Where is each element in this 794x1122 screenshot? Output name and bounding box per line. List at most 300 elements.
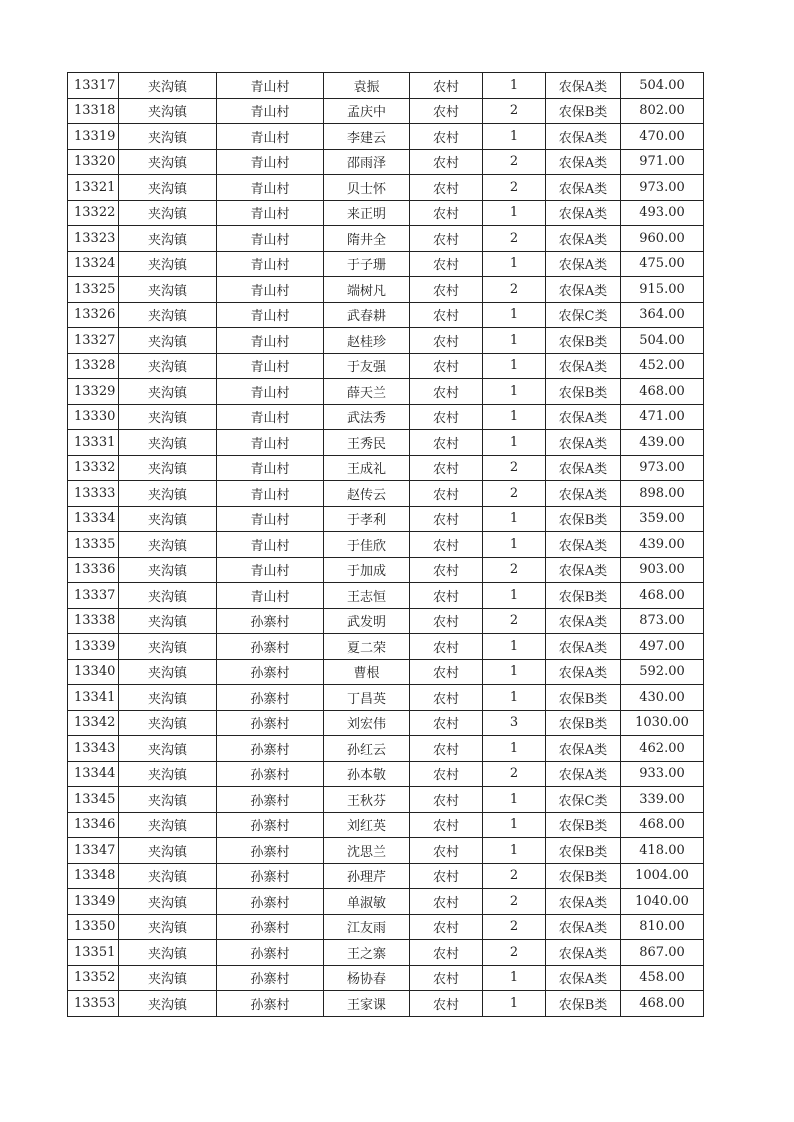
table-row xyxy=(68,353,704,379)
cell-town: 夹沟镇 xyxy=(119,404,217,430)
cell-amount: 933.00 xyxy=(621,761,704,787)
cell-record-id: 13343 xyxy=(68,736,119,762)
cell-member-count: 1 xyxy=(483,328,546,354)
cell-village: 孙寨村 xyxy=(217,634,324,660)
cell-amount: 802.00 xyxy=(621,98,704,124)
cell-name: 曹根 xyxy=(324,659,410,685)
cell-amount: 475.00 xyxy=(621,251,704,277)
cell-amount: 430.00 xyxy=(621,685,704,711)
cell-member-count: 2 xyxy=(483,175,546,201)
cell-household-type: 农村 xyxy=(410,863,483,889)
cell-record-id: 13344 xyxy=(68,761,119,787)
cell-amount: 439.00 xyxy=(621,430,704,456)
cell-village: 青山村 xyxy=(217,200,324,226)
cell-member-count: 1 xyxy=(483,353,546,379)
cell-village: 青山村 xyxy=(217,328,324,354)
cell-record-id: 13346 xyxy=(68,812,119,838)
cell-member-count: 2 xyxy=(483,149,546,175)
cell-member-count: 2 xyxy=(483,98,546,124)
cell-name: 武春耕 xyxy=(324,302,410,328)
cell-record-id: 13328 xyxy=(68,353,119,379)
cell-household-type: 农村 xyxy=(410,532,483,558)
cell-insurance-category: 农保A类 xyxy=(546,200,621,226)
table-row xyxy=(68,940,704,966)
cell-village: 孙寨村 xyxy=(217,863,324,889)
cell-household-type: 农村 xyxy=(410,73,483,99)
table-body xyxy=(68,73,704,1017)
cell-member-count: 1 xyxy=(483,659,546,685)
table-row xyxy=(68,302,704,328)
cell-village: 青山村 xyxy=(217,404,324,430)
cell-insurance-category: 农保C类 xyxy=(546,302,621,328)
cell-member-count: 1 xyxy=(483,404,546,430)
cell-member-count: 2 xyxy=(483,455,546,481)
cell-village: 青山村 xyxy=(217,73,324,99)
cell-insurance-category: 农保B类 xyxy=(546,328,621,354)
cell-insurance-category: 农保A类 xyxy=(546,175,621,201)
table-row xyxy=(68,659,704,685)
cell-town: 夹沟镇 xyxy=(119,863,217,889)
cell-village: 青山村 xyxy=(217,277,324,303)
cell-household-type: 农村 xyxy=(410,506,483,532)
cell-amount: 1004.00 xyxy=(621,863,704,889)
cell-member-count: 2 xyxy=(483,557,546,583)
cell-record-id: 13324 xyxy=(68,251,119,277)
cell-town: 夹沟镇 xyxy=(119,73,217,99)
cell-name: 武法秀 xyxy=(324,404,410,430)
cell-member-count: 1 xyxy=(483,965,546,991)
cell-insurance-category: 农保B类 xyxy=(546,991,621,1017)
cell-village: 青山村 xyxy=(217,532,324,558)
cell-record-id: 13345 xyxy=(68,787,119,813)
cell-amount: 468.00 xyxy=(621,379,704,405)
cell-record-id: 13321 xyxy=(68,175,119,201)
cell-village: 青山村 xyxy=(217,455,324,481)
cell-name: 邵雨泽 xyxy=(324,149,410,175)
cell-record-id: 13323 xyxy=(68,226,119,252)
cell-member-count: 1 xyxy=(483,379,546,405)
cell-name: 王之寨 xyxy=(324,940,410,966)
cell-amount: 470.00 xyxy=(621,124,704,150)
cell-insurance-category: 农保A类 xyxy=(546,557,621,583)
cell-amount: 973.00 xyxy=(621,455,704,481)
cell-village: 青山村 xyxy=(217,149,324,175)
table-row xyxy=(68,608,704,634)
table-row xyxy=(68,557,704,583)
cell-amount: 471.00 xyxy=(621,404,704,430)
cell-household-type: 农村 xyxy=(410,634,483,660)
cell-town: 夹沟镇 xyxy=(119,506,217,532)
cell-village: 孙寨村 xyxy=(217,965,324,991)
cell-household-type: 农村 xyxy=(410,838,483,864)
cell-amount: 960.00 xyxy=(621,226,704,252)
cell-record-id: 13326 xyxy=(68,302,119,328)
cell-name: 隋井全 xyxy=(324,226,410,252)
cell-village: 孙寨村 xyxy=(217,761,324,787)
cell-insurance-category: 农保B类 xyxy=(546,685,621,711)
cell-name: 于子珊 xyxy=(324,251,410,277)
cell-name: 孙理芹 xyxy=(324,863,410,889)
cell-town: 夹沟镇 xyxy=(119,430,217,456)
cell-amount: 364.00 xyxy=(621,302,704,328)
cell-village: 孙寨村 xyxy=(217,787,324,813)
cell-record-id: 13341 xyxy=(68,685,119,711)
cell-household-type: 农村 xyxy=(410,736,483,762)
cell-name: 袁振 xyxy=(324,73,410,99)
cell-member-count: 2 xyxy=(483,608,546,634)
cell-town: 夹沟镇 xyxy=(119,455,217,481)
cell-amount: 458.00 xyxy=(621,965,704,991)
cell-village: 孙寨村 xyxy=(217,914,324,940)
cell-household-type: 农村 xyxy=(410,481,483,507)
cell-name: 丁昌英 xyxy=(324,685,410,711)
cell-village: 青山村 xyxy=(217,353,324,379)
cell-name: 于孝利 xyxy=(324,506,410,532)
cell-name: 来正明 xyxy=(324,200,410,226)
cell-name: 孟庆中 xyxy=(324,98,410,124)
cell-member-count: 2 xyxy=(483,761,546,787)
cell-insurance-category: 农保B类 xyxy=(546,506,621,532)
cell-town: 夹沟镇 xyxy=(119,787,217,813)
cell-record-id: 13350 xyxy=(68,914,119,940)
cell-town: 夹沟镇 xyxy=(119,608,217,634)
cell-name: 杨协春 xyxy=(324,965,410,991)
cell-town: 夹沟镇 xyxy=(119,940,217,966)
table-row xyxy=(68,251,704,277)
cell-member-count: 1 xyxy=(483,430,546,456)
cell-record-id: 13325 xyxy=(68,277,119,303)
cell-household-type: 农村 xyxy=(410,302,483,328)
cell-member-count: 1 xyxy=(483,991,546,1017)
cell-amount: 493.00 xyxy=(621,200,704,226)
cell-household-type: 农村 xyxy=(410,557,483,583)
cell-record-id: 13332 xyxy=(68,455,119,481)
cell-amount: 867.00 xyxy=(621,940,704,966)
cell-amount: 468.00 xyxy=(621,583,704,609)
cell-insurance-category: 农保A类 xyxy=(546,889,621,915)
cell-record-id: 13352 xyxy=(68,965,119,991)
cell-village: 青山村 xyxy=(217,481,324,507)
cell-name: 于友强 xyxy=(324,353,410,379)
cell-name: 武发明 xyxy=(324,608,410,634)
cell-member-count: 2 xyxy=(483,863,546,889)
cell-household-type: 农村 xyxy=(410,200,483,226)
cell-insurance-category: 农保A类 xyxy=(546,634,621,660)
cell-village: 孙寨村 xyxy=(217,608,324,634)
cell-insurance-category: 农保A类 xyxy=(546,940,621,966)
table-row xyxy=(68,506,704,532)
cell-amount: 915.00 xyxy=(621,277,704,303)
cell-record-id: 13333 xyxy=(68,481,119,507)
cell-household-type: 农村 xyxy=(410,98,483,124)
cell-name: 夏二荣 xyxy=(324,634,410,660)
cell-town: 夹沟镇 xyxy=(119,736,217,762)
cell-member-count: 2 xyxy=(483,940,546,966)
cell-insurance-category: 农保B类 xyxy=(546,863,621,889)
cell-amount: 468.00 xyxy=(621,991,704,1017)
cell-household-type: 农村 xyxy=(410,277,483,303)
cell-town: 夹沟镇 xyxy=(119,328,217,354)
cell-record-id: 13349 xyxy=(68,889,119,915)
cell-household-type: 农村 xyxy=(410,353,483,379)
cell-insurance-category: 农保A类 xyxy=(546,532,621,558)
cell-member-count: 1 xyxy=(483,200,546,226)
cell-household-type: 农村 xyxy=(410,991,483,1017)
cell-town: 夹沟镇 xyxy=(119,583,217,609)
cell-insurance-category: 农保B类 xyxy=(546,710,621,736)
cell-insurance-category: 农保A类 xyxy=(546,914,621,940)
cell-town: 夹沟镇 xyxy=(119,98,217,124)
cell-town: 夹沟镇 xyxy=(119,710,217,736)
cell-household-type: 农村 xyxy=(410,710,483,736)
cell-name: 赵桂珍 xyxy=(324,328,410,354)
cell-village: 青山村 xyxy=(217,506,324,532)
cell-amount: 497.00 xyxy=(621,634,704,660)
cell-town: 夹沟镇 xyxy=(119,124,217,150)
cell-amount: 339.00 xyxy=(621,787,704,813)
cell-name: 李建云 xyxy=(324,124,410,150)
cell-name: 王秀民 xyxy=(324,430,410,456)
cell-member-count: 1 xyxy=(483,251,546,277)
cell-record-id: 13331 xyxy=(68,430,119,456)
cell-member-count: 2 xyxy=(483,226,546,252)
table-row xyxy=(68,175,704,201)
cell-insurance-category: 农保A类 xyxy=(546,659,621,685)
cell-amount: 418.00 xyxy=(621,838,704,864)
cell-amount: 592.00 xyxy=(621,659,704,685)
table-row xyxy=(68,812,704,838)
table-row xyxy=(68,455,704,481)
cell-town: 夹沟镇 xyxy=(119,991,217,1017)
cell-name: 王家课 xyxy=(324,991,410,1017)
cell-record-id: 13337 xyxy=(68,583,119,609)
cell-amount: 359.00 xyxy=(621,506,704,532)
cell-household-type: 农村 xyxy=(410,379,483,405)
cell-amount: 1040.00 xyxy=(621,889,704,915)
table-row xyxy=(68,991,704,1017)
cell-name: 贝士怀 xyxy=(324,175,410,201)
table-row xyxy=(68,863,704,889)
cell-insurance-category: 农保A类 xyxy=(546,404,621,430)
cell-member-count: 1 xyxy=(483,532,546,558)
cell-town: 夹沟镇 xyxy=(119,889,217,915)
cell-name: 孙红云 xyxy=(324,736,410,762)
cell-household-type: 农村 xyxy=(410,787,483,813)
cell-village: 孙寨村 xyxy=(217,838,324,864)
cell-town: 夹沟镇 xyxy=(119,812,217,838)
cell-record-id: 13329 xyxy=(68,379,119,405)
cell-village: 青山村 xyxy=(217,226,324,252)
cell-name: 薛天兰 xyxy=(324,379,410,405)
cell-town: 夹沟镇 xyxy=(119,302,217,328)
cell-amount: 971.00 xyxy=(621,149,704,175)
cell-insurance-category: 农保A类 xyxy=(546,124,621,150)
cell-record-id: 13320 xyxy=(68,149,119,175)
cell-household-type: 农村 xyxy=(410,226,483,252)
cell-household-type: 农村 xyxy=(410,455,483,481)
cell-insurance-category: 农保B类 xyxy=(546,583,621,609)
cell-name: 刘红英 xyxy=(324,812,410,838)
cell-village: 青山村 xyxy=(217,430,324,456)
table-row xyxy=(68,226,704,252)
table-row xyxy=(68,481,704,507)
cell-insurance-category: 农保A类 xyxy=(546,430,621,456)
cell-town: 夹沟镇 xyxy=(119,659,217,685)
table-row xyxy=(68,685,704,711)
cell-village: 孙寨村 xyxy=(217,812,324,838)
cell-record-id: 13348 xyxy=(68,863,119,889)
cell-town: 夹沟镇 xyxy=(119,277,217,303)
cell-insurance-category: 农保B类 xyxy=(546,812,621,838)
cell-member-count: 1 xyxy=(483,506,546,532)
cell-town: 夹沟镇 xyxy=(119,481,217,507)
cell-record-id: 13336 xyxy=(68,557,119,583)
cell-household-type: 农村 xyxy=(410,404,483,430)
cell-town: 夹沟镇 xyxy=(119,557,217,583)
cell-record-id: 13319 xyxy=(68,124,119,150)
cell-record-id: 13338 xyxy=(68,608,119,634)
cell-record-id: 13317 xyxy=(68,73,119,99)
cell-household-type: 农村 xyxy=(410,583,483,609)
table-row xyxy=(68,634,704,660)
cell-amount: 973.00 xyxy=(621,175,704,201)
cell-village: 孙寨村 xyxy=(217,991,324,1017)
cell-household-type: 农村 xyxy=(410,914,483,940)
cell-name: 于加成 xyxy=(324,557,410,583)
cell-member-count: 1 xyxy=(483,634,546,660)
cell-record-id: 13347 xyxy=(68,838,119,864)
cell-member-count: 1 xyxy=(483,838,546,864)
cell-village: 青山村 xyxy=(217,379,324,405)
cell-household-type: 农村 xyxy=(410,124,483,150)
cell-member-count: 1 xyxy=(483,124,546,150)
cell-town: 夹沟镇 xyxy=(119,226,217,252)
table-row xyxy=(68,98,704,124)
cell-name: 于佳欣 xyxy=(324,532,410,558)
cell-insurance-category: 农保C类 xyxy=(546,787,621,813)
table-row xyxy=(68,787,704,813)
cell-town: 夹沟镇 xyxy=(119,149,217,175)
cell-insurance-category: 农保A类 xyxy=(546,73,621,99)
cell-village: 青山村 xyxy=(217,175,324,201)
cell-household-type: 农村 xyxy=(410,430,483,456)
cell-record-id: 13318 xyxy=(68,98,119,124)
cell-record-id: 13339 xyxy=(68,634,119,660)
cell-member-count: 3 xyxy=(483,710,546,736)
cell-member-count: 2 xyxy=(483,481,546,507)
cell-insurance-category: 农保A类 xyxy=(546,353,621,379)
table-row xyxy=(68,736,704,762)
table-row xyxy=(68,583,704,609)
cell-village: 青山村 xyxy=(217,251,324,277)
cell-village: 孙寨村 xyxy=(217,940,324,966)
cell-household-type: 农村 xyxy=(410,940,483,966)
cell-household-type: 农村 xyxy=(410,761,483,787)
table-row xyxy=(68,710,704,736)
table-row xyxy=(68,532,704,558)
cell-insurance-category: 农保A类 xyxy=(546,965,621,991)
cell-household-type: 农村 xyxy=(410,175,483,201)
cell-record-id: 13322 xyxy=(68,200,119,226)
cell-insurance-category: 农保A类 xyxy=(546,761,621,787)
cell-town: 夹沟镇 xyxy=(119,914,217,940)
cell-member-count: 1 xyxy=(483,787,546,813)
cell-household-type: 农村 xyxy=(410,965,483,991)
cell-amount: 439.00 xyxy=(621,532,704,558)
cell-amount: 504.00 xyxy=(621,328,704,354)
cell-insurance-category: 农保A类 xyxy=(546,608,621,634)
cell-town: 夹沟镇 xyxy=(119,685,217,711)
cell-name: 单淑敏 xyxy=(324,889,410,915)
cell-village: 孙寨村 xyxy=(217,710,324,736)
cell-amount: 810.00 xyxy=(621,914,704,940)
cell-household-type: 农村 xyxy=(410,685,483,711)
cell-town: 夹沟镇 xyxy=(119,634,217,660)
cell-member-count: 1 xyxy=(483,812,546,838)
cell-record-id: 13327 xyxy=(68,328,119,354)
cell-insurance-category: 农保A类 xyxy=(546,481,621,507)
cell-household-type: 农村 xyxy=(410,659,483,685)
table-row xyxy=(68,889,704,915)
table-row xyxy=(68,379,704,405)
cell-town: 夹沟镇 xyxy=(119,175,217,201)
cell-name: 端树凡 xyxy=(324,277,410,303)
cell-amount: 462.00 xyxy=(621,736,704,762)
cell-record-id: 13351 xyxy=(68,940,119,966)
cell-insurance-category: 农保A类 xyxy=(546,149,621,175)
cell-insurance-category: 农保B类 xyxy=(546,379,621,405)
cell-insurance-category: 农保A类 xyxy=(546,226,621,252)
table-row xyxy=(68,761,704,787)
cell-amount: 873.00 xyxy=(621,608,704,634)
data-table xyxy=(67,72,704,1017)
cell-household-type: 农村 xyxy=(410,889,483,915)
cell-record-id: 13353 xyxy=(68,991,119,1017)
cell-insurance-category: 农保A类 xyxy=(546,736,621,762)
cell-household-type: 农村 xyxy=(410,328,483,354)
cell-name: 赵传云 xyxy=(324,481,410,507)
cell-village: 孙寨村 xyxy=(217,685,324,711)
table-row xyxy=(68,965,704,991)
cell-name: 王志恒 xyxy=(324,583,410,609)
cell-name: 孙本敬 xyxy=(324,761,410,787)
cell-record-id: 13330 xyxy=(68,404,119,430)
cell-amount: 1030.00 xyxy=(621,710,704,736)
cell-record-id: 13342 xyxy=(68,710,119,736)
cell-amount: 898.00 xyxy=(621,481,704,507)
cell-household-type: 农村 xyxy=(410,812,483,838)
cell-insurance-category: 农保B类 xyxy=(546,838,621,864)
table-row xyxy=(68,149,704,175)
cell-town: 夹沟镇 xyxy=(119,379,217,405)
cell-insurance-category: 农保A类 xyxy=(546,277,621,303)
cell-amount: 504.00 xyxy=(621,73,704,99)
cell-village: 青山村 xyxy=(217,98,324,124)
cell-household-type: 农村 xyxy=(410,608,483,634)
cell-name: 沈思兰 xyxy=(324,838,410,864)
cell-member-count: 1 xyxy=(483,685,546,711)
cell-record-id: 13335 xyxy=(68,532,119,558)
cell-village: 孙寨村 xyxy=(217,889,324,915)
cell-name: 王秋芬 xyxy=(324,787,410,813)
cell-member-count: 2 xyxy=(483,889,546,915)
cell-town: 夹沟镇 xyxy=(119,353,217,379)
cell-record-id: 13340 xyxy=(68,659,119,685)
cell-amount: 452.00 xyxy=(621,353,704,379)
table-row xyxy=(68,73,704,99)
cell-member-count: 2 xyxy=(483,277,546,303)
cell-name: 王成礼 xyxy=(324,455,410,481)
